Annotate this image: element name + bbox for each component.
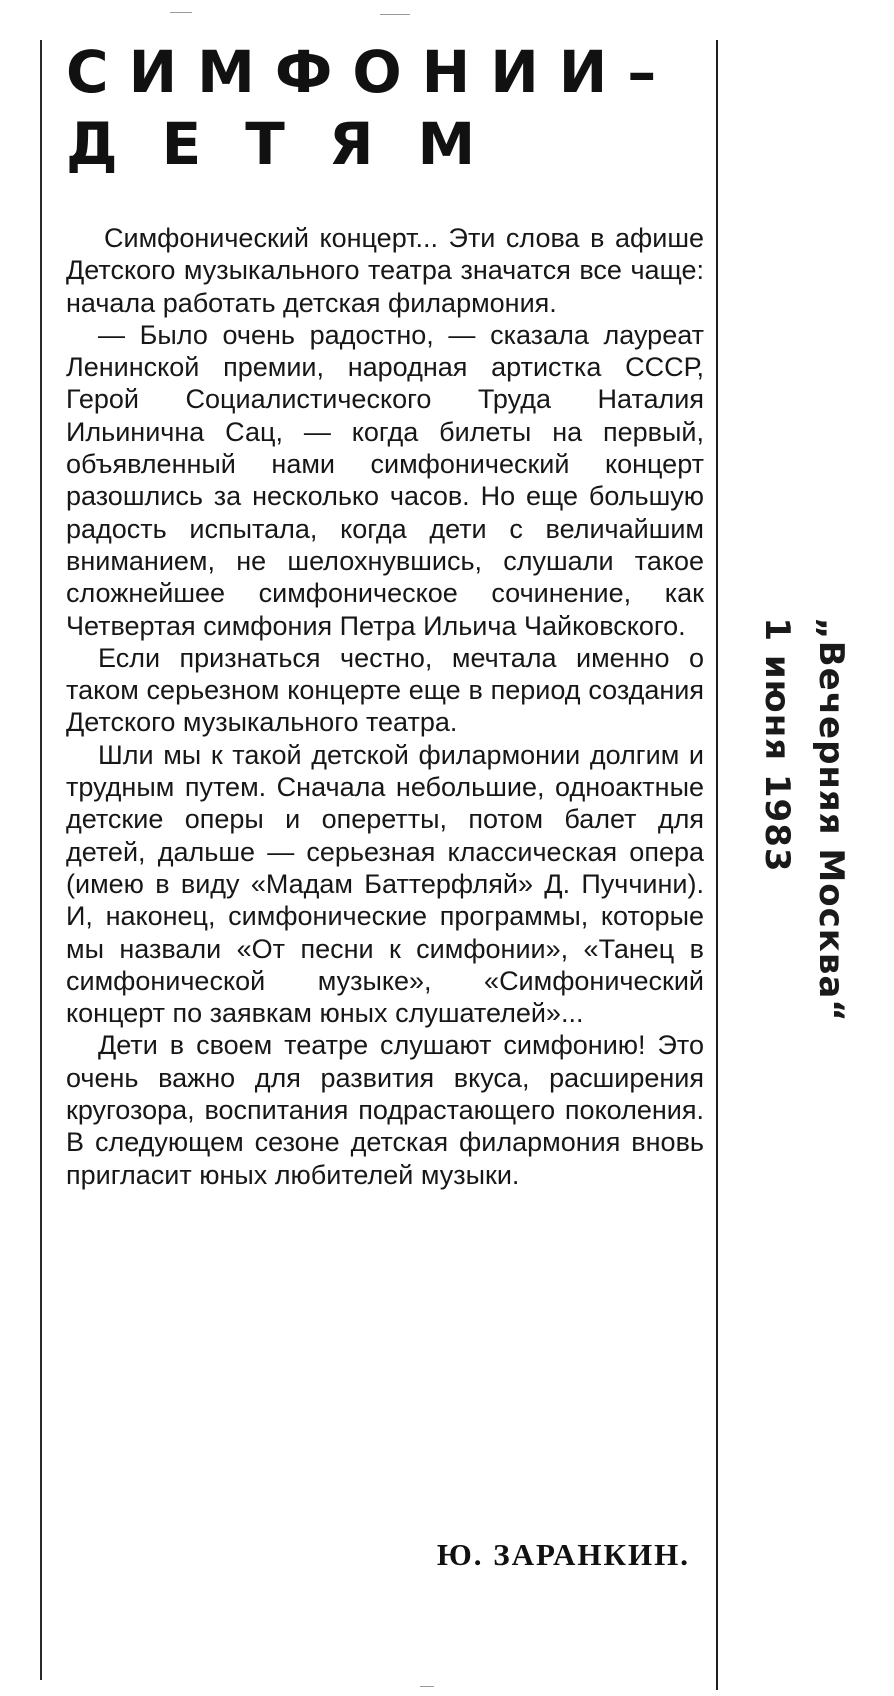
source-date: 1 июня 1983: [757, 617, 797, 873]
article-paragraph: Шли мы к такой детской филармонии долгим и трудным путем. Сначала небольшие, одноактные детские оперы и оперетты, потом балет для детей, дальше — серьезная классическая опера (имею в виду «Мадам Баттерфляй» Д. Пуччини). И, наконец, симфонические программы, которые мы назвали «От песни к симфонии», «Танец в симфонической музыке», «Симфонический концерт по заявкам юных слушателей»...: [66, 739, 704, 1029]
article-paragraph: Дети в своем театре слушают симфонию! Это очень важно для развития вкуса, расширения кругозора, воспитания подрастающего поколения. В следующем сезоне детская филармония вновь пригласит юных любителей музыки.: [66, 1030, 704, 1190]
article-paragraph: Если признаться честно, мечтала именно о таком серьезном концерте еще в период создания Детского музыкального театра.: [66, 642, 704, 738]
source-publication: „Вечерняя Москва“: [811, 617, 851, 1023]
scan-speck: [170, 12, 192, 13]
headline: [66, 36, 706, 180]
headline-line-1: СИМФОНИИ–: [66, 38, 677, 106]
author-byline: Ю. ЗАРАНКИН.: [436, 1537, 690, 1572]
right-column-rule: [716, 40, 718, 1690]
headline-line-2: ДЕТЯМ: [66, 110, 520, 178]
left-column-rule: [40, 40, 42, 1680]
article-body: [66, 222, 704, 1191]
scan-speck: [380, 14, 410, 15]
scan-speck: [420, 1686, 434, 1687]
article-paragraph: — Было очень радостно, — сказала лауреат Ленинской премии, народная артистка СССР, Герой Социалистического Труда Наталия Ильинична Сац, — когда билеты на первый, объявленный нами симфонический концерт разошлись за несколько часов. Но еще большую радость испытала, когда дети с величайшим вниманием, не шелохнувшись, слушали такое сложнейшее симфоническое сочинение, как Четвертая симфония Петра Ильича Чайковского.: [66, 319, 704, 641]
article-paragraph: Симфонический концерт... Эти слова в афише Детского музыкального театра значатся все чаще: начала работать детская филармония.: [66, 223, 704, 318]
